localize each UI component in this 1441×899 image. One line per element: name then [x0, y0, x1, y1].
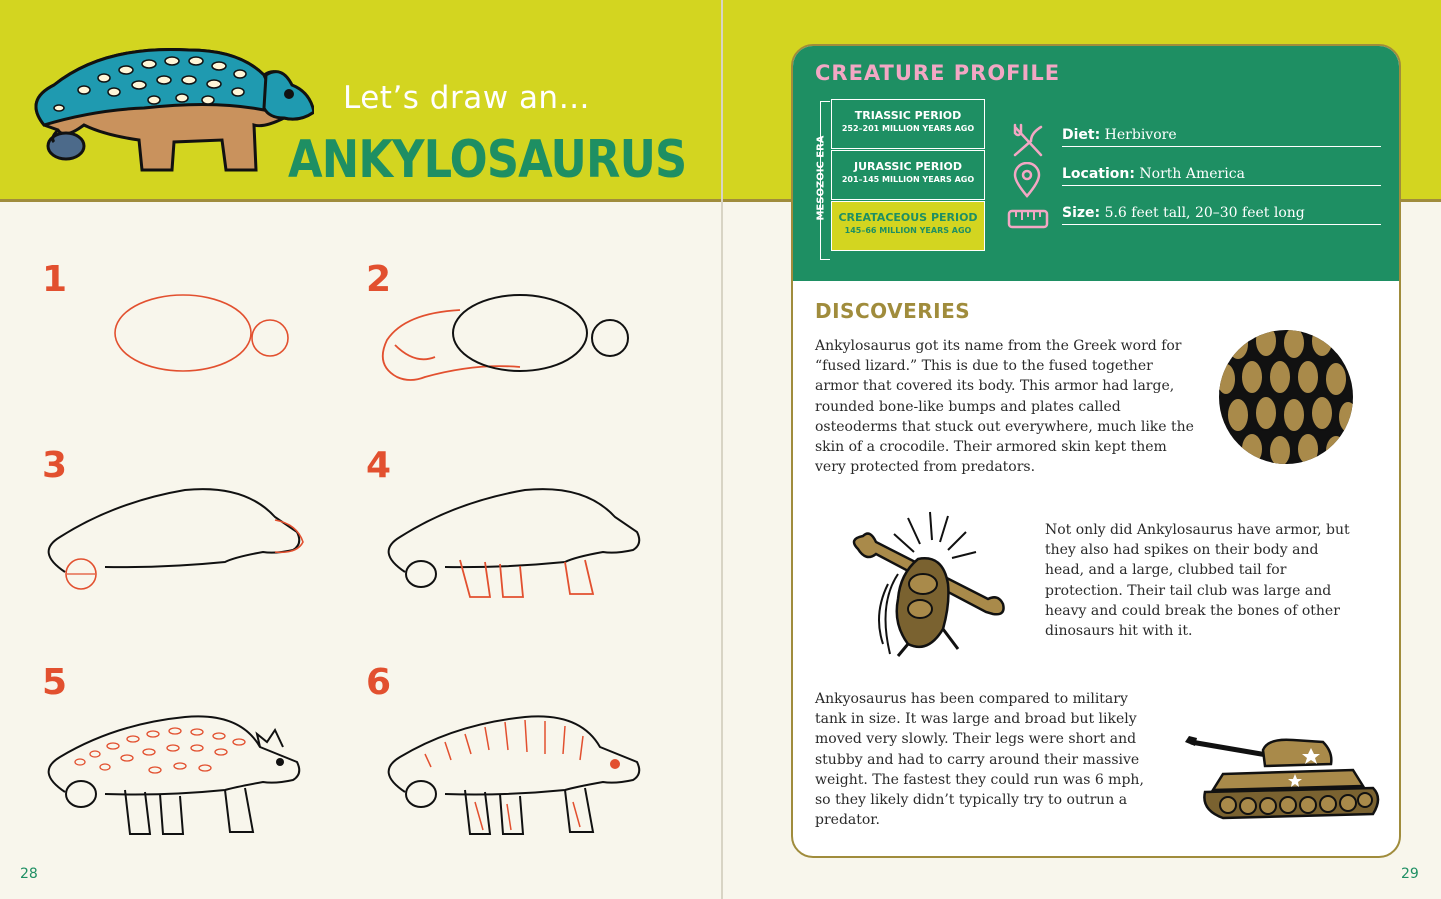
- page-number-right: 29: [1401, 866, 1419, 882]
- step-number-4: 4: [366, 445, 392, 486]
- page-title: ANKYLOSAURUS: [288, 130, 687, 190]
- step-2-body: [453, 295, 587, 371]
- armor-skin-illustration: [1218, 329, 1354, 465]
- stat-location-text: [1062, 166, 1381, 186]
- stat-value: North America: [1139, 166, 1245, 182]
- step-5-drawing: [35, 712, 310, 842]
- discovery-paragraph-spikes: Not only did Ankylosaurus have armor, but they also had spikes on their body and head, and a large, clubbed tail for protection. Their tail club was large and heavy and could break the bones of other dinosaurs hit with it.: [1045, 522, 1350, 640]
- period-triassic: [831, 99, 985, 149]
- step-6-drawing: [375, 712, 650, 842]
- tail-club-bone-illustration: [848, 504, 1008, 664]
- period-timeline: [831, 99, 985, 252]
- step-number-1: 1: [42, 259, 68, 300]
- period-years: 145–66 MILLION YEARS AGO: [844, 226, 972, 235]
- step-number-3: 3: [42, 445, 68, 486]
- step-1-drawing: [105, 285, 305, 385]
- intro-text: Let’s draw an…: [343, 80, 591, 116]
- military-tank-illustration: [1183, 730, 1388, 840]
- stat-size-text: [1062, 205, 1381, 225]
- period-years: 252–201 MILLION YEARS AGO: [841, 124, 975, 133]
- ruler-icon: [1007, 201, 1049, 237]
- location-pin-icon: [1007, 162, 1049, 198]
- stat-label: Size:: [1062, 205, 1101, 221]
- ankylosaurus-hero-illustration: [14, 30, 314, 180]
- period-name: TRIASSIC PERIOD: [854, 109, 962, 122]
- discoveries-heading: DISCOVERIES: [815, 299, 971, 323]
- stat-location: [1007, 162, 1381, 198]
- info-card: [791, 44, 1401, 858]
- period-name: CREATACEOUS PERIOD: [838, 211, 978, 224]
- fork-knife-icon: [1007, 123, 1049, 159]
- stat-size: [1007, 201, 1381, 237]
- step-number-5: 5: [42, 662, 68, 703]
- period-jurassic: [831, 150, 985, 200]
- page-number-left: 28: [20, 866, 38, 882]
- band-divider: [0, 199, 721, 202]
- period-years: 201–145 MILLION YEARS AGO: [841, 175, 975, 184]
- right-page: [723, 0, 1441, 899]
- period-name: JURASSIC PERIOD: [854, 160, 962, 173]
- discovery-paragraph-tank: Ankyosaurus has been compared to military tank in size. It was large and broad but likely moved very slowly. Their legs were short and stubby and had to carry around their massive weight. The fastest they could run was 6 mph, so they likely didn’t typically try to outrun a predator.: [815, 691, 1144, 829]
- stat-value: Herbivore: [1104, 127, 1177, 143]
- stat-label: Location:: [1062, 166, 1135, 182]
- step-4-drawing: [375, 482, 650, 607]
- stat-label: Diet:: [1062, 127, 1101, 143]
- step-number-2: 2: [366, 259, 392, 300]
- stat-diet-text: [1062, 127, 1381, 147]
- creature-profile: [793, 46, 1399, 281]
- period-cretaceous: [831, 201, 985, 251]
- era-label-text: MESOZOIC ERA: [815, 135, 827, 221]
- stat-value: 5.6 feet tall, 20–30 feet long: [1104, 205, 1305, 221]
- profile-title: CREATURE PROFILE: [815, 61, 1061, 85]
- discovery-paragraph-armor: Ankylosaurus got its name from the Greek word for “fused lizard.” This is due to the fused together armor that covered its body. This armor had large, rounded bone-like bumps and plates called osteoderms that stuck out everywhere, much like the skin of a crocodile. Their armored skin kept them very protected from predators.: [815, 338, 1194, 476]
- step-3-drawing: [35, 482, 310, 597]
- stat-diet: [1007, 123, 1381, 159]
- step-number-6: 6: [366, 662, 392, 703]
- step-2-head: [592, 320, 628, 356]
